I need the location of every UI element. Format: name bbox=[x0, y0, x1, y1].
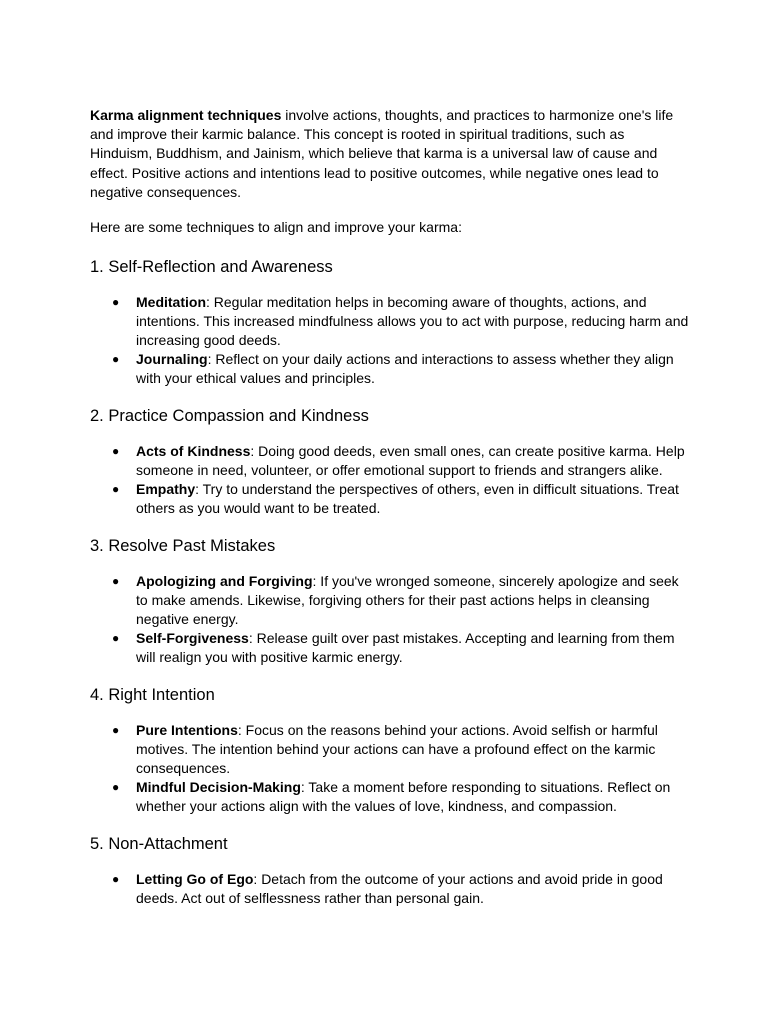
section-4 bbox=[90, 685, 690, 816]
item-text: : Take a moment before responding to situations. Reflect on whether your actions align with the values of love, kindness, and compassion. bbox=[136, 779, 671, 815]
bullet-icon: ● bbox=[112, 352, 120, 367]
section-heading: 1. Self-Reflection and Awareness bbox=[90, 258, 333, 277]
item-text: : Try to understand the perspectives of others, even in difficult situations. Treat others as you would want to be treated. bbox=[136, 481, 679, 517]
section-heading: 4. Right Intention bbox=[90, 686, 215, 705]
list-item bbox=[90, 572, 690, 629]
item-text: : Focus on the reasons behind your actions. Avoid selfish or harmful motives. The intention behind your actions can have a profound effect on the karmic consequences. bbox=[136, 722, 658, 777]
bullet-list bbox=[90, 721, 690, 816]
intro-text: involve actions, thoughts, and practices to harmonize one's life and improve their karmic balance. This concept is rooted in spiritual traditions, such as Hinduism, Buddhism, and Jainism, which believe that karma is a universal law of cause and effect. Positive actions and intentions lead to positive outcomes, while negative ones lead to negative consequences. bbox=[90, 107, 674, 200]
item-term: Apologizing and Forgiving bbox=[136, 573, 313, 590]
bullet-icon: ● bbox=[112, 482, 120, 497]
bullet-list bbox=[90, 870, 690, 908]
list-item bbox=[90, 629, 690, 667]
list-item bbox=[90, 442, 690, 480]
list-item bbox=[90, 480, 690, 518]
bullet-icon: ● bbox=[112, 631, 120, 646]
list-item bbox=[90, 870, 690, 908]
bullet-icon: ● bbox=[112, 295, 120, 310]
intro-term: Karma alignment techniques bbox=[90, 107, 282, 123]
item-term: Acts of Kindness bbox=[136, 443, 251, 460]
item-text: : Regular meditation helps in becoming aware of thoughts, actions, and intentions. This increased mindfulness allows you to act with purpose, reducing harm and increasing good deeds. bbox=[136, 294, 689, 349]
bullet-icon: ● bbox=[112, 723, 120, 738]
bullet-list bbox=[90, 293, 690, 388]
intro-paragraph bbox=[90, 106, 690, 202]
bullet-icon: ● bbox=[112, 780, 120, 795]
item-text: : Reflect on your daily actions and interactions to assess whether they align with your ethical values and principles. bbox=[136, 351, 674, 387]
section-5 bbox=[90, 834, 690, 908]
item-term: Meditation bbox=[136, 294, 206, 311]
list-item bbox=[90, 721, 690, 778]
item-text: : Detach from the outcome of your actions and avoid pride in good deeds. Act out of selflessness rather than personal gain. bbox=[136, 871, 663, 907]
bullet-list bbox=[90, 442, 690, 518]
item-text: : Doing good deeds, even small ones, can create positive karma. Help someone in need, volunteer, or offer emotional support to friends and strangers alike. bbox=[136, 443, 685, 479]
section-1 bbox=[90, 257, 690, 388]
item-text: : If you've wronged someone, sincerely apologize and seek to make amends. Likewise, forgiving others for their past actions helps in cleansing negative energy. bbox=[136, 573, 679, 628]
list-item bbox=[90, 293, 690, 350]
item-term: Mindful Decision-Making bbox=[136, 779, 301, 796]
section-heading: 2. Practice Compassion and Kindness bbox=[90, 407, 369, 426]
bullet-icon: ● bbox=[112, 444, 120, 459]
item-term: Letting Go of Ego bbox=[136, 871, 254, 888]
section-heading: 3. Resolve Past Mistakes bbox=[90, 537, 276, 556]
section-2 bbox=[90, 406, 690, 518]
lead-paragraph: Here are some techniques to align and improve your karma: bbox=[90, 219, 462, 236]
item-term: Empathy bbox=[136, 481, 196, 498]
document-page bbox=[90, 106, 690, 908]
item-term: Pure Intentions bbox=[136, 722, 238, 739]
bullet-icon: ● bbox=[112, 872, 120, 887]
list-item bbox=[90, 778, 690, 816]
list-item bbox=[90, 350, 690, 388]
section-3 bbox=[90, 536, 690, 667]
section-heading: 5. Non-Attachment bbox=[90, 835, 228, 854]
bullet-icon: ● bbox=[112, 574, 120, 589]
bullet-list bbox=[90, 572, 690, 667]
item-text: : Release guilt over past mistakes. Accepting and learning from them will realign you with positive karmic energy. bbox=[136, 630, 675, 666]
item-term: Journaling bbox=[136, 351, 208, 368]
item-term: Self-Forgiveness bbox=[136, 630, 249, 647]
